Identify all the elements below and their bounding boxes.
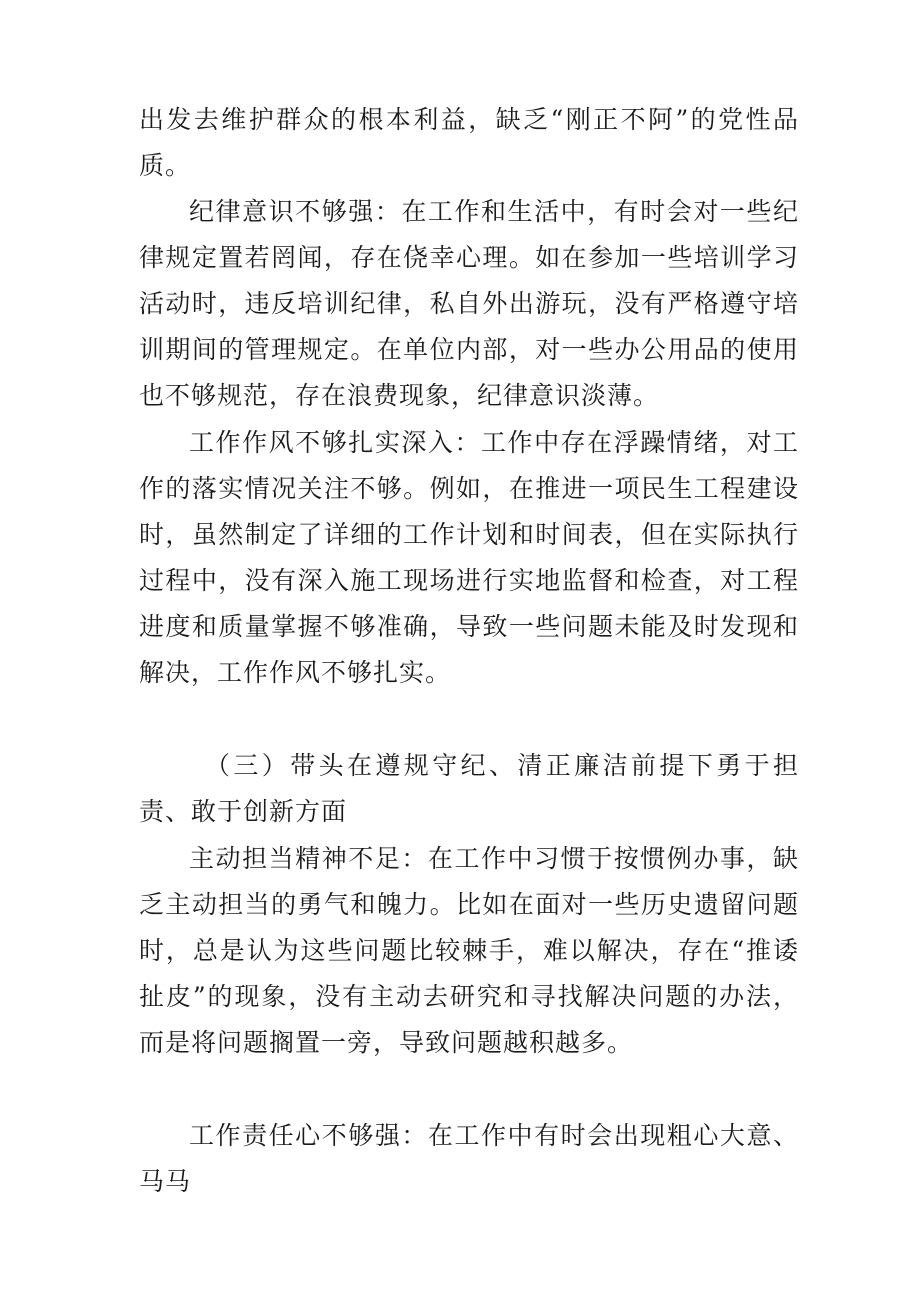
paragraph-continuation: 出发去维护群众的根本利益，缺乏“刚正不阿”的党性品质。	[139, 105, 799, 180]
paragraph-work-style: 工作作风不够扎实深入：工作中存在浮躁情绪，对工作的落实情况关注不够。例如，在推进一项民生工程建设时，虽然制定了详细的工作计划和时间表，但在实际执行过程中，没有深入施工现场进行实地监督和检查，对工程进度和质量掌握不够准确，导致一些问题未能及时发现和解决，工作作风不够扎实。	[139, 428, 799, 687]
paragraph-initiative: 主动担当精神不足：在工作中习惯于按惯例办事，缺乏主动担当的勇气和魄力。比如在面对一些历史遗留问题时，总是认为这些问题比较棘手，难以解决，存在“推诿扯皮”的现象，没有主动去研究和寻找解决问题的办法，而是将问题搁置一旁，导致问题越积越多。	[139, 844, 799, 1057]
paragraph-discipline-awareness: 纪律意识不够强：在工作和生活中，有时会对一些纪律规定置若罔闻，存在侥幸心理。如在参加一些培训学习活动时，违反培训纪律，私自外出游玩，没有严格遵守培训期间的管理规定。在单位内部，对一些办公用品的使用也不够规范，存在浪费现象，纪律意识淡薄。	[139, 197, 799, 410]
paragraph-responsibility: 工作责任心不够强：在工作中有时会出现粗心大意、马马	[139, 1121, 799, 1196]
section-heading-three: （三）带头在遵规守纪、清正廉洁前提下勇于担责、敢于创新方面	[139, 751, 799, 826]
